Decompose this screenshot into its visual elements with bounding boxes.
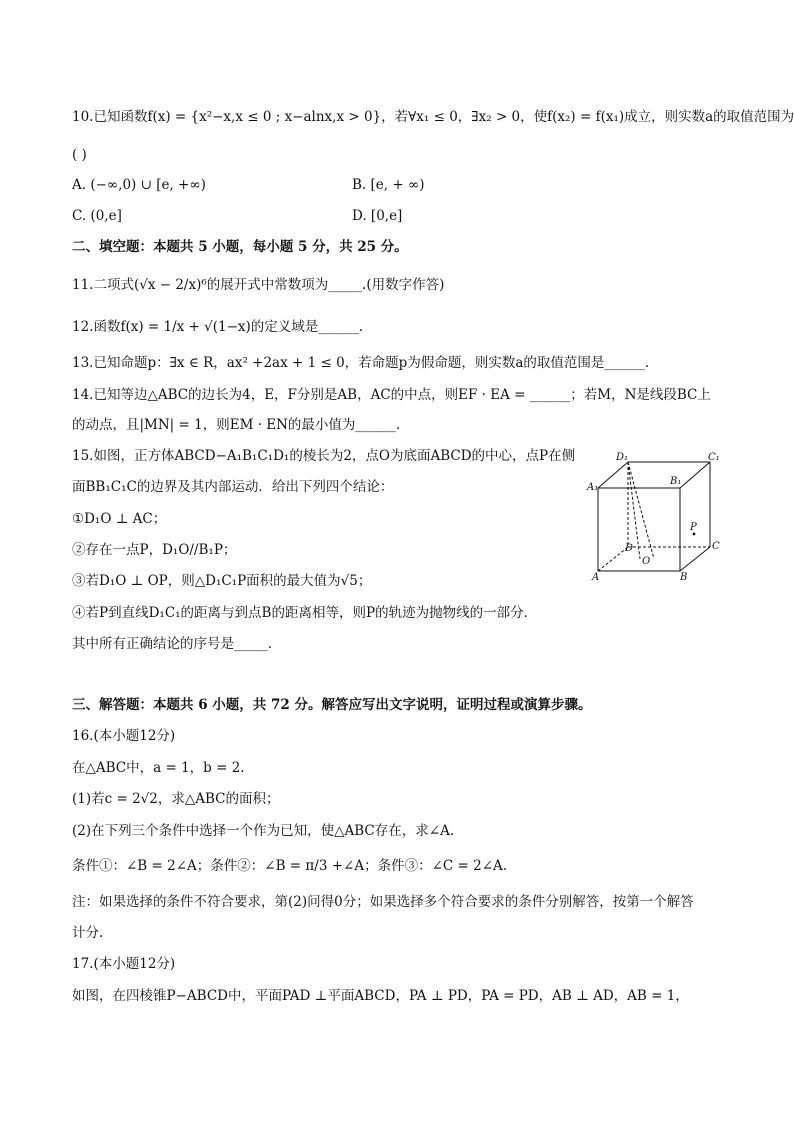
q15-final: 其中所有正确结论的序号是_____.	[72, 636, 273, 652]
label-p: P	[690, 522, 697, 533]
label-o: O	[642, 556, 651, 567]
edge-ad	[598, 547, 628, 571]
label-a1: A₁	[587, 482, 599, 493]
q10-option-b: B. [e, + ∞)	[352, 177, 425, 193]
q10-paren: ( )	[72, 147, 87, 163]
label-c1: C₁	[708, 452, 720, 463]
q16-given: 在△ABC中，a = 1，b = 2.	[72, 760, 245, 776]
edge-b1c1	[680, 462, 710, 488]
q16-conditions: 条件①：∠B = 2∠A；条件②：∠B = π/3 +∠A；条件③：∠C = 2∠A.	[72, 858, 508, 874]
label-b: B	[680, 572, 688, 582]
section-solve-heading: 三、解答题：本题共 6 小题，共 72 分。解答应写出文字说明，证明过程或演算步骤。	[72, 697, 592, 713]
q16-note-line1: 注：如果选择的条件不符合要求，第(2)问得0分；如果选择多个符合要求的条件分别解答，按第一个解答	[72, 894, 694, 910]
q13: 13.已知命题p：∃x ∈ R，ax² +2ax + 1 ≤ 0，若命题p为假命题，则实数a的取值范围是______.	[72, 355, 650, 371]
label-d: D	[625, 543, 634, 554]
q17-title: 17.(本小题12分)	[72, 956, 176, 972]
label-b1: B₁	[670, 476, 682, 487]
q10-stem: 10.已知函数f(x) = {x²−x,x ≤ 0 ; x−alnx,x > 0}，若∀x₁ ≤ 0，∃x₂ > 0，使f(x₂) = f(x₁)成立，则实数a的取值范围为	[72, 109, 794, 125]
section-fill-in-heading: 二、填空题：本题共 5 小题，每小题 5 分，共 25 分。	[72, 239, 408, 255]
point-p	[693, 533, 696, 536]
edge-bc	[680, 547, 710, 571]
q11: 11.二项式(√x − 2/x)⁶的展开式中常数项为_____.(用数字作答)	[72, 277, 445, 293]
cube-figure	[584, 446, 726, 582]
q16-part1: (1)若c = 2√2，求△ABC的面积；	[72, 791, 280, 807]
q15-line1: 15.如图，正方体ABCD−A₁B₁C₁D₁的棱长为2，点O为底面ABCD的中心，点P在侧	[72, 448, 576, 464]
q16-title: 16.(本小题12分)	[72, 728, 176, 744]
q14-line2: 的动点，且|MN| = 1，则EM · EN的最小值为______.	[72, 417, 401, 433]
q10-option-a: A. (−∞,0) ∪ [e, +∞)	[72, 177, 206, 193]
q15-line2: 面BB₁C₁C的边界及其内部运动．给出下列四个结论：	[72, 479, 394, 495]
front-face	[598, 488, 680, 571]
q15-conclusion-4: ④若P到直线D₁C₁的距离与到点B的距离相等，则P的轨迹为抛物线的一部分．	[72, 605, 538, 621]
q17-line1: 如图，在四棱锥P−ABCD中，平面PAD ⊥平面ABCD，PA ⊥ PD，PA = PD，AB ⊥ AD，AB = 1，	[72, 988, 689, 1004]
q16-part2: (2)在下列三个条件中选择一个作为已知，使△ABC存在，求∠A.	[72, 823, 455, 839]
q15-conclusion-3: ③若D₁O ⊥ OP，则△D₁C₁P面积的最大值为√5；	[72, 573, 372, 589]
q15-conclusion-1: ①D₁O ⊥ AC；	[72, 511, 167, 527]
label-d1: D₁	[616, 452, 629, 463]
q10-option-c: C. (0,e]	[72, 208, 122, 224]
label-a: A	[592, 572, 600, 582]
edge-a1d1	[598, 462, 628, 488]
q15-conclusion-2: ②存在一点P，D₁O//B₁P；	[72, 542, 237, 558]
q16-note-line2: 计分.	[72, 925, 104, 941]
q14-line1: 14.已知等边△ABC的边长为4，E，F分别是AB，AC的中点，则EF · EA = ______；若M，N是线段BC上	[72, 387, 711, 403]
q10-option-d: D. [0,e]	[352, 208, 403, 224]
q12: 12.函数f(x) = 1/x + √(1−x)的定义域是______.	[72, 319, 364, 335]
label-c: C	[712, 541, 720, 552]
